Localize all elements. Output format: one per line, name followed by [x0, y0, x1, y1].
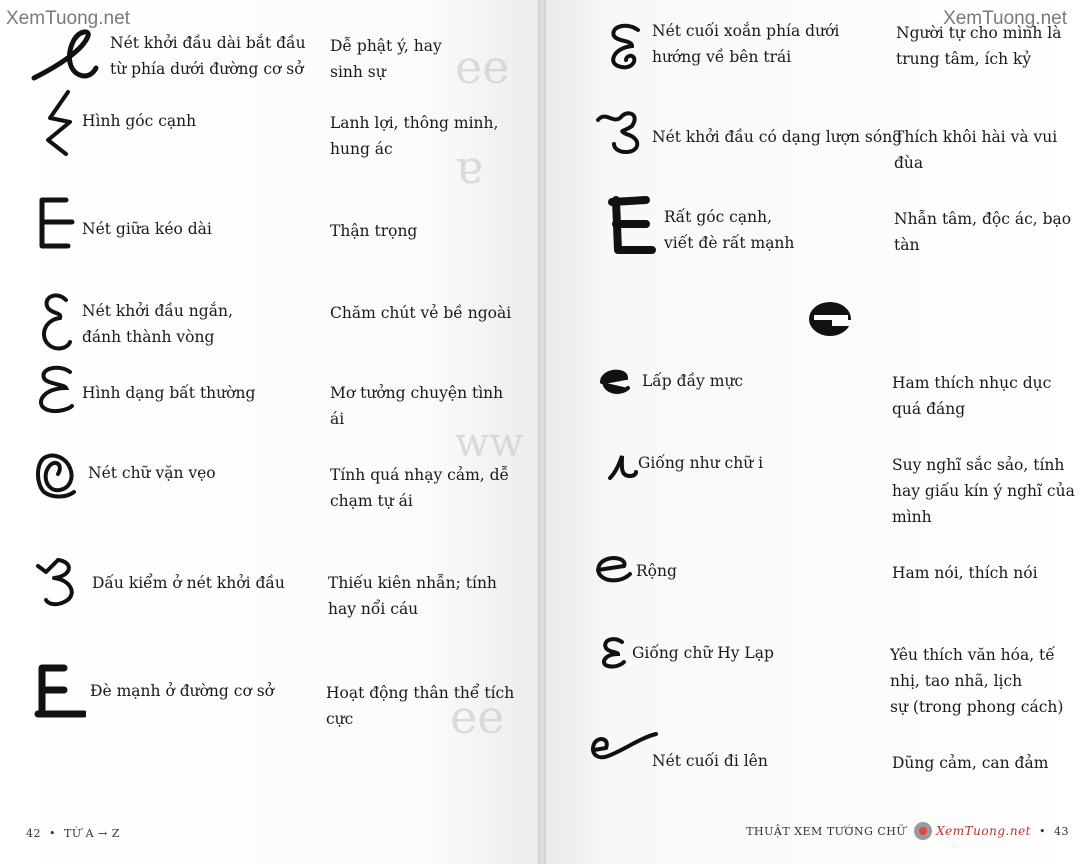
handwriting-e-spiral-end-icon	[604, 22, 648, 70]
footer-title: THUẬT XEM TƯỚNG CHỮ	[746, 824, 907, 838]
trait-meaning: Thiếu kiên nhẫn; tính hay nổi cáu	[328, 574, 497, 618]
ghost-glyph-decoration: ɐ	[455, 140, 483, 194]
trait-description: Lấp đầy mực	[642, 372, 744, 390]
watermark-left: XemTuong.net	[6, 8, 130, 29]
handwriting-e-like-i-icon	[604, 452, 638, 482]
handwriting-e-rising-end-icon	[590, 730, 660, 766]
trait-description: Đè mạnh ở đường cơ sở	[90, 682, 274, 700]
trait-description: Nét cuối đi lên	[652, 752, 768, 770]
trait-description: Nét khởi đầu ngắn, đánh thành vòng	[82, 302, 233, 346]
trait-meaning: Ham thích nhục dục quá đáng	[892, 374, 1052, 418]
site-logo	[914, 822, 1031, 840]
handwriting-e-check-mark-icon	[34, 556, 84, 608]
right-page	[546, 0, 1085, 864]
trait-meaning: Suy nghĩ sắc sảo, tính hay giấu kín ý nghĩ của mình	[892, 456, 1075, 526]
trait-meaning: Dũng cảm, can đảm	[892, 754, 1049, 772]
handwriting-e-greek-icon	[598, 636, 628, 670]
handwriting-e-short-loop-icon	[36, 290, 76, 354]
trait-meaning: Chăm chút vẻ bề ngoài	[330, 304, 512, 322]
trait-meaning: Thận trọng	[330, 222, 418, 240]
trait-meaning: Mơ tưởng chuyện tình ái	[330, 384, 504, 428]
page-number: 43	[1054, 824, 1069, 838]
trait-description: Hình dạng bất thường	[82, 384, 256, 402]
trait-meaning: Tính quá nhạy cảm, dễ chạm tự ái	[330, 466, 510, 510]
trait-description: Nét khởi đầu dài bắt đầu từ phía dưới đường cơ sở	[110, 34, 306, 78]
footer-left: 42 • TỪ A → Z	[26, 827, 120, 840]
trait-meaning: Yêu thích văn hóa, tế nhị, tao nhã, lịch sự (trong phong cách)	[890, 646, 1064, 716]
footer-right: THUẬT XEM TƯỚNG CHỮ XemTuong.net • 43	[746, 824, 1069, 838]
handwriting-e-irregular-icon	[34, 364, 76, 414]
trait-description: Nét chữ vặn vẹo	[88, 464, 216, 482]
handwriting-e-wide-icon	[594, 554, 634, 584]
handwriting-e-heavy-angular-icon	[606, 196, 658, 256]
trait-description: Nét cuối xoắn phía dưới hướng về bên trái	[652, 22, 840, 66]
ghost-glyph-decoration: ee	[450, 690, 505, 744]
trait-meaning: Ham nói, thích nói	[892, 564, 1038, 582]
trait-description: Nét giữa kéo dài	[82, 220, 212, 238]
page-number: 42	[26, 827, 41, 840]
logo-text: XemTuong.net	[936, 824, 1031, 838]
trait-meaning: Dễ phật ý, hay sinh sự	[330, 37, 442, 81]
handwriting-e-long-middle-icon	[36, 196, 76, 252]
ghost-glyph-decoration: ee	[455, 40, 510, 94]
trait-meaning: Lanh lợi, thông minh, hung ác	[330, 114, 499, 158]
handwriting-e-twisted-icon	[34, 448, 78, 500]
trait-description: Giống chữ Hy Lạp	[632, 644, 774, 662]
printed-e-bold-icon	[808, 300, 854, 338]
trait-meaning: Nhẫn tâm, độc ác, bạo tàn	[894, 210, 1072, 254]
trait-description: Rộng	[636, 562, 677, 580]
handwriting-e-angular-icon	[40, 88, 80, 158]
handwriting-e-ink-filled-icon	[598, 366, 632, 396]
ghost-glyph-decoration: ww	[455, 420, 524, 466]
handwriting-e-heavy-baseline-icon	[34, 664, 86, 720]
trait-description: Nét khởi đầu có dạng lượn sóng	[652, 128, 903, 146]
logo-mark-icon	[914, 822, 932, 840]
handwriting-e-long-start-icon	[28, 28, 103, 84]
book-gutter	[538, 0, 546, 864]
watermark-right: XemTuong.net	[943, 8, 1067, 29]
footer-title: TỪ A → Z	[63, 827, 120, 840]
left-page	[0, 0, 538, 864]
trait-meaning: Hoạt động thân thể tích cực	[326, 684, 515, 728]
handwriting-e-wavy-start-icon	[596, 108, 648, 156]
trait-description: Giống như chữ i	[638, 454, 764, 472]
trait-description: Dấu kiểm ở nét khởi đầu	[92, 574, 285, 592]
trait-meaning: Người tự cho mình là trung tâm, ích kỷ	[896, 24, 1062, 68]
trait-description: Hình góc cạnh	[82, 112, 197, 130]
trait-meaning: Thích khôi hài và vui đùa	[894, 128, 1058, 172]
trait-description: Rất góc cạnh, viết đè rất mạnh	[664, 208, 795, 252]
